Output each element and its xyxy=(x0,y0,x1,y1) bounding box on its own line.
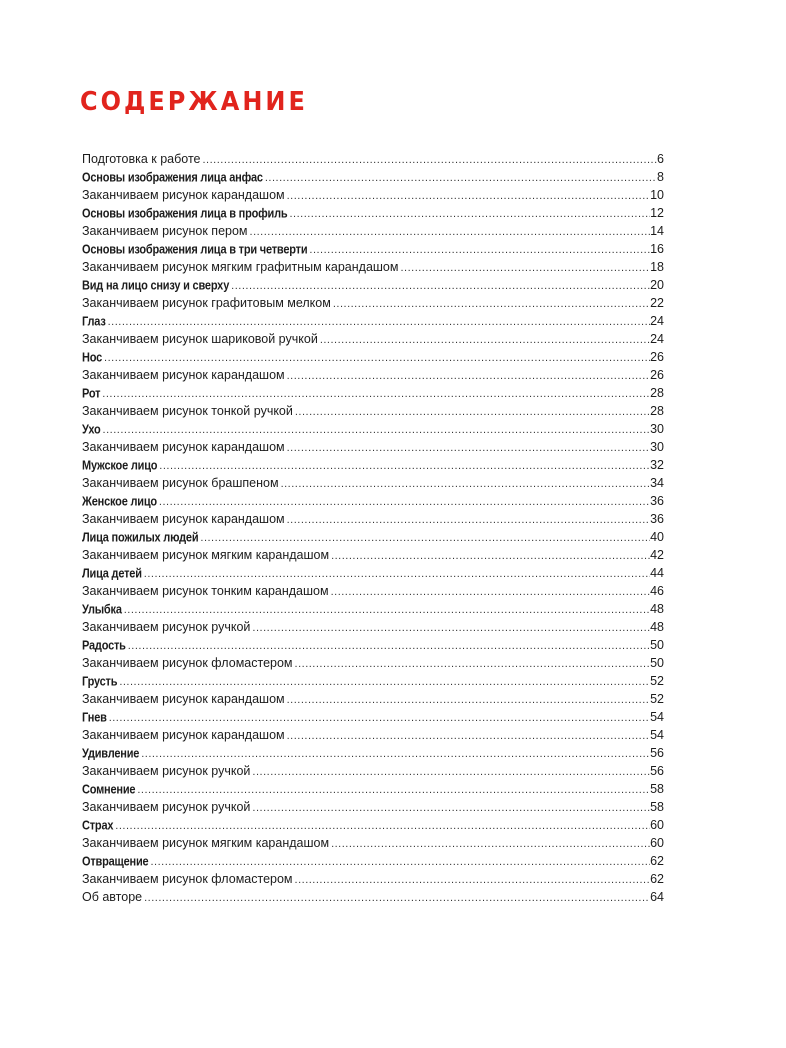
toc-entry-page: 10 xyxy=(650,188,664,202)
toc-entry-page: 62 xyxy=(650,872,664,886)
toc-entry-label: Заканчиваем рисунок карандашом xyxy=(82,368,285,382)
dot-leader xyxy=(126,637,650,654)
toc-entry-label: Вид на лицо снизу и сверху xyxy=(82,279,230,293)
toc-entry-label: Об авторе xyxy=(82,890,143,904)
toc-entry[interactable] xyxy=(82,258,664,276)
toc-entry-label: Гнев xyxy=(82,711,107,725)
toc-entry[interactable] xyxy=(82,438,664,456)
toc-entry-label: Заканчиваем рисунок брашпеном xyxy=(82,476,279,490)
toc-entry[interactable] xyxy=(82,870,664,888)
toc-entry[interactable] xyxy=(82,780,664,798)
toc-entry[interactable] xyxy=(82,690,664,708)
dot-leader xyxy=(331,295,650,312)
toc-entry-page: 56 xyxy=(650,746,664,760)
toc-entry-page: 44 xyxy=(650,566,664,580)
toc-entry-label: Улыбка xyxy=(82,603,122,617)
toc-entry-page: 12 xyxy=(650,206,664,220)
toc-entry[interactable] xyxy=(82,708,664,726)
toc-entry[interactable] xyxy=(82,582,664,600)
toc-entry-page: 64 xyxy=(650,890,664,904)
dot-leader xyxy=(248,223,651,240)
toc-entry-page: 6 xyxy=(657,152,664,166)
toc-entry-page: 48 xyxy=(650,602,664,616)
toc-entry-label: Заканчиваем рисунок тонкой ручкой xyxy=(82,404,293,418)
toc-entry-page: 28 xyxy=(650,404,664,418)
dot-leader xyxy=(250,619,650,636)
toc-entry-page: 42 xyxy=(650,548,664,562)
toc-entry-page: 24 xyxy=(650,314,664,328)
dot-leader xyxy=(157,457,650,474)
dot-leader xyxy=(398,259,650,276)
toc-entry[interactable] xyxy=(82,402,664,420)
toc-entry-page: 62 xyxy=(650,854,664,868)
dot-leader xyxy=(285,691,650,708)
toc-entry[interactable] xyxy=(82,834,664,852)
toc-entry-page: 16 xyxy=(650,242,664,256)
toc-entry-label: Заканчиваем рисунок ручкой xyxy=(82,800,251,814)
toc-entry[interactable] xyxy=(82,348,664,366)
toc-entry-label: Основы изображения лица анфас xyxy=(82,171,263,185)
table-of-contents xyxy=(82,150,664,906)
toc-entry-label: Заканчиваем рисунок карандашом xyxy=(82,728,285,742)
toc-entry-label: Радость xyxy=(82,639,126,653)
toc-entry[interactable] xyxy=(82,852,664,870)
dot-leader xyxy=(113,817,650,834)
dot-leader xyxy=(250,799,650,816)
toc-entry-label: Заканчиваем рисунок ручкой xyxy=(82,620,251,634)
toc-entry[interactable] xyxy=(82,222,664,240)
toc-entry-label: Заканчиваем рисунок ручкой xyxy=(82,764,251,778)
toc-entry[interactable] xyxy=(82,762,664,780)
toc-entry-page: 60 xyxy=(650,818,664,832)
toc-entry[interactable] xyxy=(82,510,664,528)
dot-leader xyxy=(318,331,650,348)
toc-entry-page: 58 xyxy=(650,800,664,814)
toc-entry-label: Заканчиваем рисунок мягким графитным карандашом xyxy=(82,260,399,274)
toc-entry-page: 48 xyxy=(650,620,664,634)
toc-entry[interactable] xyxy=(82,312,664,330)
dot-leader xyxy=(106,313,650,330)
toc-entry-page: 26 xyxy=(650,368,664,382)
toc-entry[interactable] xyxy=(82,456,664,474)
toc-entry-page: 18 xyxy=(650,260,664,274)
toc-entry-label: Заканчиваем рисунок фломастером xyxy=(82,872,293,886)
toc-entry-label: Рот xyxy=(82,387,101,401)
toc-entry-page: 22 xyxy=(650,296,664,310)
toc-entry-page: 32 xyxy=(650,458,664,472)
toc-entry-label: Лица пожилых людей xyxy=(82,531,199,545)
toc-entry-page: 34 xyxy=(650,476,664,490)
toc-entry-label: Мужское лицо xyxy=(82,459,158,473)
toc-entry[interactable] xyxy=(82,492,664,510)
dot-leader xyxy=(102,349,650,366)
dot-leader xyxy=(293,655,651,672)
toc-entry[interactable] xyxy=(82,798,664,816)
toc-entry[interactable] xyxy=(82,744,664,762)
toc-entry[interactable] xyxy=(82,276,664,294)
toc-entry-page: 28 xyxy=(650,386,664,400)
toc-entry[interactable] xyxy=(82,726,664,744)
toc-entry[interactable] xyxy=(82,654,664,672)
toc-entry-label: Страх xyxy=(82,819,114,833)
dot-leader xyxy=(329,583,651,600)
dot-leader xyxy=(135,781,650,798)
toc-entry-label: Отвращение xyxy=(82,855,149,869)
toc-entry-page: 24 xyxy=(650,332,664,346)
toc-entry[interactable] xyxy=(82,186,664,204)
toc-entry-label: Удивление xyxy=(82,747,140,761)
toc-entry-label: Заканчиваем рисунок карандашом xyxy=(82,188,285,202)
dot-leader xyxy=(285,187,650,204)
toc-entry-label: Подготовка к работе xyxy=(82,152,201,166)
toc-entry-label: Женское лицо xyxy=(82,495,157,509)
dot-leader xyxy=(139,745,650,762)
toc-entry[interactable] xyxy=(82,816,664,834)
toc-entry[interactable] xyxy=(82,420,664,438)
toc-entry-page: 60 xyxy=(650,836,664,850)
toc-entry-page: 54 xyxy=(650,728,664,742)
toc-entry-label: Грусть xyxy=(82,675,118,689)
toc-entry-page: 30 xyxy=(650,440,664,454)
toc-entry-label: Заканчиваем рисунок карандашом xyxy=(82,440,285,454)
toc-entry-page: 36 xyxy=(650,512,664,526)
dot-leader xyxy=(329,547,650,564)
dot-leader xyxy=(229,277,650,294)
toc-entry[interactable] xyxy=(82,564,664,582)
toc-entry-label: Заканчиваем рисунок фломастером xyxy=(82,656,293,670)
toc-entry-label: Сомнение xyxy=(82,783,136,797)
toc-entry-label: Основы изображения лица в три четверти xyxy=(82,243,308,257)
toc-entry-label: Лица детей xyxy=(82,567,142,581)
toc-entry[interactable] xyxy=(82,618,664,636)
toc-entry-page: 50 xyxy=(650,656,664,670)
dot-leader xyxy=(200,151,657,168)
toc-entry[interactable] xyxy=(82,240,664,258)
dot-leader xyxy=(279,475,651,492)
toc-entry-page: 8 xyxy=(657,170,664,184)
dot-leader xyxy=(142,889,650,906)
toc-entry-page: 52 xyxy=(650,674,664,688)
dot-leader xyxy=(250,763,650,780)
dot-leader xyxy=(101,421,651,438)
toc-entry[interactable] xyxy=(82,384,664,402)
dot-leader xyxy=(157,493,650,510)
toc-entry-page: 26 xyxy=(650,350,664,364)
dot-leader xyxy=(117,673,650,690)
toc-entry[interactable] xyxy=(82,150,664,168)
toc-entry-label: Заканчиваем рисунок карандашом xyxy=(82,512,285,526)
dot-leader xyxy=(285,727,650,744)
dot-leader xyxy=(107,709,650,726)
toc-entry[interactable] xyxy=(82,636,664,654)
toc-entry[interactable] xyxy=(82,546,664,564)
toc-entry[interactable] xyxy=(82,366,664,384)
toc-entry[interactable] xyxy=(82,888,664,906)
toc-entry[interactable] xyxy=(82,600,664,618)
toc-entry-label: Заканчиваем рисунок карандашом xyxy=(82,692,285,706)
dot-leader xyxy=(122,601,650,618)
dot-leader xyxy=(293,871,651,888)
dot-leader xyxy=(293,403,650,420)
toc-entry-label: Заканчиваем рисунок шариковой ручкой xyxy=(82,332,318,346)
dot-leader xyxy=(285,511,650,528)
toc-entry-label: Глаз xyxy=(82,315,106,329)
toc-entry-page: 14 xyxy=(650,224,664,238)
toc-entry-page: 52 xyxy=(650,692,664,706)
toc-entry[interactable] xyxy=(82,168,664,186)
toc-entry-label: Заканчиваем рисунок мягким карандашом xyxy=(82,836,330,850)
dot-leader xyxy=(285,367,650,384)
dot-leader xyxy=(198,529,650,546)
toc-entry-page: 54 xyxy=(650,710,664,724)
dot-leader xyxy=(263,169,657,186)
dot-leader xyxy=(100,385,650,402)
toc-entry[interactable] xyxy=(82,330,664,348)
dot-leader xyxy=(142,565,650,582)
toc-entry-label: Заканчиваем рисунок графитовым мелком xyxy=(82,296,331,310)
toc-entry-label: Заканчиваем рисунок мягким карандашом xyxy=(82,548,330,562)
toc-entry-page: 40 xyxy=(650,530,664,544)
toc-entry-page: 20 xyxy=(650,278,664,292)
dot-leader xyxy=(329,835,650,852)
toc-entry-label: Заканчиваем рисунок пером xyxy=(82,224,248,238)
toc-entry-label: Нос xyxy=(82,351,103,365)
toc-entry-label: Ухо xyxy=(82,423,101,437)
toc-entry[interactable] xyxy=(82,294,664,312)
toc-entry[interactable] xyxy=(82,474,664,492)
dot-leader xyxy=(307,241,650,258)
toc-entry-page: 30 xyxy=(650,422,664,436)
toc-entry[interactable] xyxy=(82,528,664,546)
dot-leader xyxy=(285,439,650,456)
page-title: СОДЕРЖАНИЕ xyxy=(80,86,308,117)
toc-entry-label: Основы изображения лица в профиль xyxy=(82,207,288,221)
dot-leader xyxy=(287,205,650,222)
toc-entry-page: 46 xyxy=(650,584,664,598)
toc-entry[interactable] xyxy=(82,204,664,222)
toc-entry[interactable] xyxy=(82,672,664,690)
toc-entry-page: 36 xyxy=(650,494,664,508)
dot-leader xyxy=(148,853,650,870)
toc-entry-page: 58 xyxy=(650,782,664,796)
toc-entry-label: Заканчиваем рисунок тонким карандашом xyxy=(82,584,329,598)
toc-entry-page: 50 xyxy=(650,638,664,652)
toc-entry-page: 56 xyxy=(650,764,664,778)
